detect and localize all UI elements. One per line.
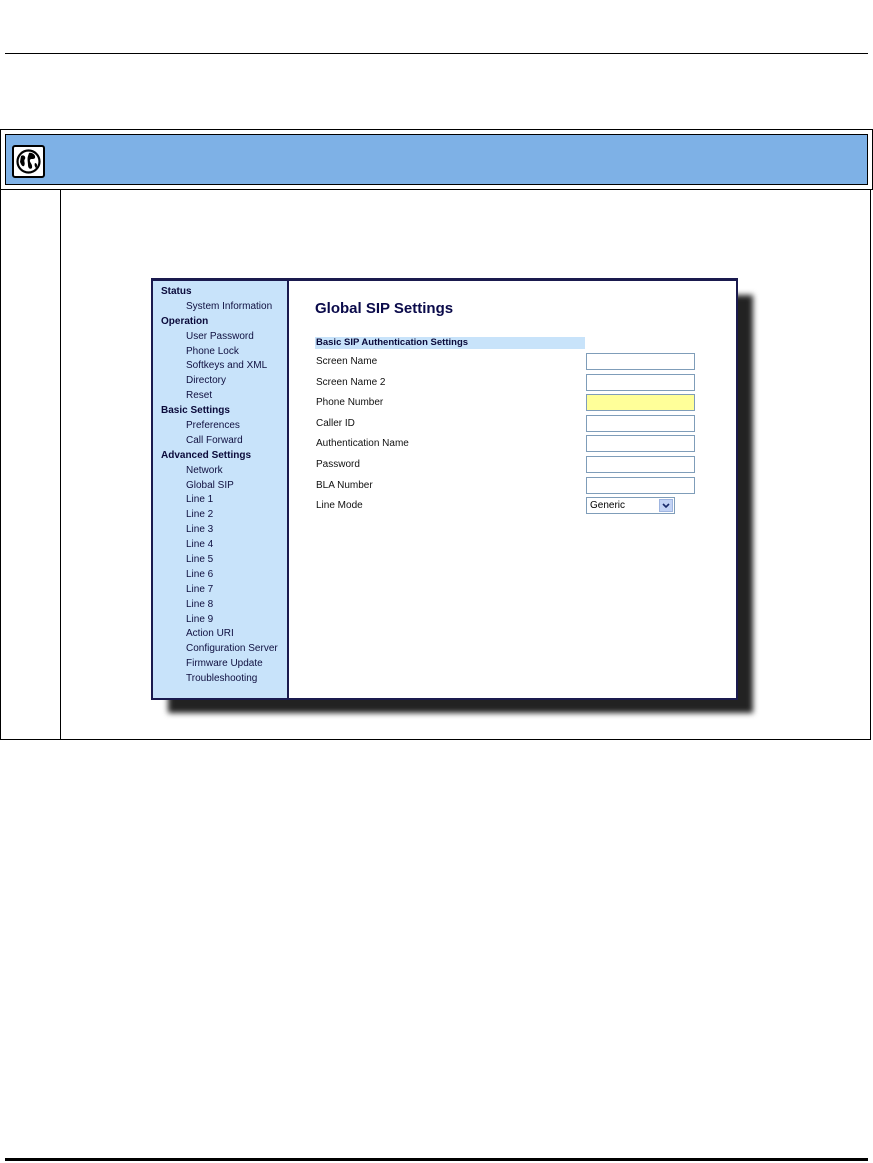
- sidebar-item[interactable]: User Password: [186, 330, 254, 342]
- footer-rule: [5, 1158, 868, 1161]
- sidebar-item[interactable]: Preferences: [186, 420, 240, 432]
- header-rule: [5, 53, 868, 54]
- sidebar-item[interactable]: Reset: [186, 390, 213, 402]
- sidebar-item[interactable]: Action URI: [186, 628, 234, 640]
- sidebar-item[interactable]: Line 3: [186, 524, 214, 536]
- web-ui-screenshot: [151, 278, 738, 700]
- field-label: Phone Number: [316, 397, 384, 409]
- step-number-column: [60, 190, 61, 739]
- sidebar-item[interactable]: Configuration Server: [186, 643, 278, 655]
- sidebar-section-heading: Advanced Settings: [161, 449, 252, 461]
- sidebar-item[interactable]: Softkeys and XML: [186, 360, 268, 372]
- web-ui-banner: [0, 129, 873, 190]
- sidebar-item[interactable]: Line 6: [186, 568, 214, 580]
- field-input[interactable]: [586, 456, 695, 473]
- field-input[interactable]: [586, 477, 695, 494]
- section-header: Basic SIP Authentication Settings: [315, 337, 585, 349]
- sidebar-item[interactable]: Network: [186, 464, 223, 476]
- field-label: Screen Name: [316, 356, 378, 367]
- sidebar-item[interactable]: Line 4: [186, 539, 214, 551]
- line-mode-value: Generic: [590, 500, 626, 511]
- sidebar-item[interactable]: Phone Lock: [186, 345, 239, 357]
- sidebar-section-heading: Operation: [161, 315, 209, 327]
- field-input[interactable]: [586, 415, 695, 432]
- line-mode-label: Line Mode: [316, 500, 363, 511]
- field-input[interactable]: [586, 374, 695, 391]
- sidebar-item[interactable]: System Information: [186, 300, 273, 312]
- main-content: [289, 281, 736, 698]
- sidebar-item[interactable]: Line 8: [186, 598, 214, 610]
- sidebar-item[interactable]: Line 7: [186, 583, 214, 595]
- line-mode-select[interactable]: [586, 497, 675, 514]
- sidebar-nav: [153, 281, 289, 698]
- banner-bar: [5, 134, 868, 185]
- sidebar-item[interactable]: Global SIP: [186, 479, 234, 491]
- sidebar-item[interactable]: Line 1: [186, 494, 214, 506]
- chevron-down-icon[interactable]: [659, 499, 673, 512]
- globe-icon: [12, 145, 45, 178]
- sidebar-section-heading: Status: [161, 286, 192, 297]
- sidebar-item[interactable]: Firmware Update: [186, 658, 263, 670]
- field-input[interactable]: [586, 353, 695, 370]
- sidebar-item[interactable]: Line 2: [186, 509, 214, 521]
- field-input[interactable]: [586, 394, 695, 411]
- sidebar-item[interactable]: Line 9: [186, 613, 214, 625]
- field-label: Authentication Name: [316, 438, 409, 450]
- sidebar-item[interactable]: Troubleshooting: [186, 673, 258, 685]
- page-title: Global SIP Settings: [315, 300, 454, 317]
- sidebar-item[interactable]: Call Forward: [186, 434, 243, 446]
- field-label: Password: [316, 459, 360, 470]
- sidebar-item[interactable]: Directory: [186, 375, 227, 387]
- field-label: Caller ID: [316, 417, 355, 429]
- field-input[interactable]: [586, 435, 695, 452]
- sidebar-section-heading: Basic Settings: [161, 405, 230, 417]
- sidebar-item[interactable]: Line 5: [186, 554, 214, 566]
- field-label: BLA Number: [316, 479, 373, 491]
- field-label: Screen Name 2: [316, 376, 386, 388]
